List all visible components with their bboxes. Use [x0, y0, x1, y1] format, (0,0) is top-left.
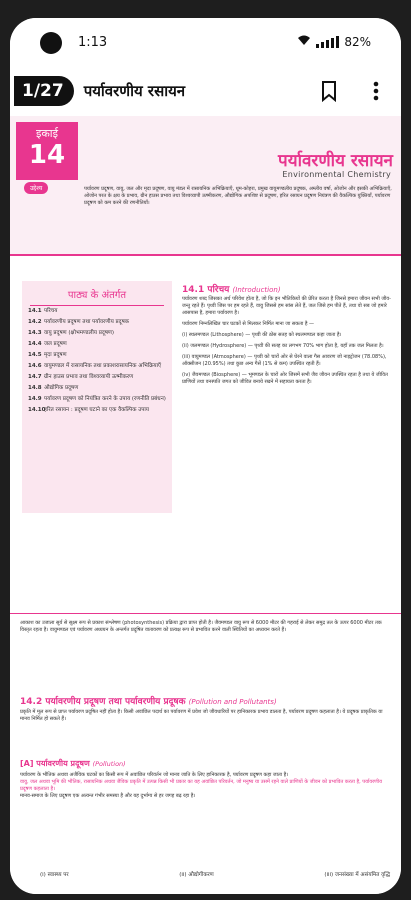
paragraph: (i) स्थलमण्डल (Lithosphere) — पृथ्वी की ठोस सतह को स्थलमण्डल कहा जाता है।: [182, 332, 342, 338]
subsection-body: [20, 772, 392, 800]
toc-item: 14.7 ग्रीन हाउस प्रभाव तथा विश्वव्यापी ऊष्मीकरण: [28, 374, 134, 380]
unit-badge: [16, 122, 78, 180]
device-side-button: [0, 250, 4, 330]
paragraph: (iii) वायुमण्डल (Atmosphere) — पृथ्वी को चारों ओर से घेरने वाला गैस आवरण जो नाइट्रोजन (78.08%), ऑक्सीजन (20.95%) तथा कुछ अन्य गैसें (1% से कम) उपस्थित रहती हैं।: [182, 354, 387, 367]
signal-icon: [316, 36, 339, 48]
paragraph: पर्यावरण शब्द जिसका अर्थ परिवेश होता है, जो कि इन भौतिकियों की प्रेरित करता है जिनसे हमारा जीवन सभी जीव-जन्तु रहते हैं। पृथ्वी जिस पर हम रहते हैं, वायु जिससे हम सांस लेते हैं, जल जिसे हम पीते हैं, तथा वो सब जो हमारे आसपास है, हमारा पर्यावरण है।: [182, 296, 391, 316]
column-divider: [10, 613, 401, 614]
toc-item: 14.4 जल प्रदूषण: [28, 341, 67, 347]
section-heading: 14.2 पर्यावरणीय प्रदूषण तथा पर्यावरणीय प्रदूषक (Pollution and Pollutants): [20, 697, 277, 707]
subsection-heading: [A] पर्यावरणीय प्रदूषण (Pollution): [20, 759, 126, 768]
paragraph: प्रकृति में मूल रूप से प्राप्त पर्यावरण प्रदूषित नहीं होता है। किसी अवांछित पदार्थ का पर्यावरण में प्रवेश जो जीवधारियों पर हानिकारक प्रभाव डालता है, पर्यावरण प्रदूषण कहलाता है। ये प्रदूषक प्राकृतिक या मानव निर्मित हो सकते हैं।: [20, 709, 383, 722]
document-page[interactable]: [10, 116, 401, 894]
status-bar: [10, 18, 401, 70]
camera-cutout: [40, 32, 62, 54]
page-indicator[interactable]: 1/27: [14, 76, 74, 106]
chapter-header: [10, 116, 401, 256]
list-item: (iii) जनसंख्या में असंयमित वृद्धि: [324, 872, 390, 878]
chapter-title: पर्यावरणीय रसायन: [278, 151, 393, 171]
device-side-button: [407, 250, 411, 330]
objectives-text: पर्यावरण प्रदूषण, वायु, जल और मृदा प्रदूषण, वायु मंडल में रासायनिक अभिक्रियाएँ, धूम-कोहरा, प्रमुख वायुमण्डलीय प्रदूषक, अम्लीय वर्षा, ओजोन और इसकी अभिक्रियाएँ, ओजोन परत के क्षय के प्रभाव, ग्रीन हाउस प्रभाव तथा विश्वव्यापी ऊष्मीकरण, औद्योगिक अपशिष्ट से प्रदूषण, हरित रसायन प्रदूषण नियंत्रण की वैकल्पिक युक्तियाँ, पर्यावरण प्रदूषण को कम करने की रणनीतियाँ।: [84, 186, 392, 206]
paragraph: पर्यावरण निम्नलिखित चार घटकों से मिलकर निर्मित माना जा सकता है —: [182, 321, 315, 327]
toc-item: 14.10 हरित रसायन : प्रदूषण घटाने का एक वैकल्पिक उपाय: [28, 407, 149, 413]
toc-item: 14.6 वायुमण्डल में रासायनिक तथा प्रकाशरासायनिक अभिक्रियाएँ: [28, 363, 162, 369]
unit-number: 14: [28, 140, 66, 170]
paragraph: पर्यावरण के भौतिक अथवा अजैविक घटकों का किसी रूप में अवांछित परिवर्तन जो मानव जाति के लिए हानिकारक है, पर्यावरण प्रदूषण कहा जाता है।: [20, 772, 289, 778]
section-heading: 14.1 परिचय (Introduction): [182, 285, 281, 295]
header-divider: [10, 254, 401, 256]
toc-item: 14.3 वायु प्रदूषण (क्षोभमण्डलीय प्रदूषण): [28, 330, 115, 336]
unit-label: इकाई: [35, 127, 59, 140]
toc-item: 14.2 पर्यावरणीय प्रदूषण तथा पर्यावरणीय प्रदूषक: [28, 319, 130, 325]
paragraph: (ii) जलमण्डल (Hydrosphere) — पृथ्वी की सतह का लगभग 70% भाग होता है, यहाँ तक जल मिलता है।: [182, 343, 384, 349]
status-time: 1:13: [78, 35, 108, 50]
battery-level: 82%: [344, 35, 371, 49]
bookmark-icon[interactable]: [321, 80, 337, 102]
toc-item: 14.1 परिचय: [28, 308, 58, 314]
list-item: (ii) औद्योगीकरण: [179, 872, 214, 878]
section-body: [182, 296, 394, 390]
paragraph: आकाश का उजाला सूर्य से सूक्ष्म रूप से प्रकाश संश्लेषण (photosynthesis) प्रक्रिया द्वारा प्राप्त होती है। जैवमण्डल वायु रूप से 6000 मीटर की गहराई से लेकर समुद्र तल के ऊपर 6000 मीटर तक विस्तृत रहता है। वायुमण्डल एवं पर्यावरण अध्ययन के अन्तर्गत प्रदूषित वातावरण को प्रत्यक्ष रूप से प्रभावित करने वाली स्थितियों का अध्ययन करते हैं।: [20, 620, 382, 633]
highlighted-definition: वायु, जल अथवा भूमि की भौतिक, रासायनिक अथवा जैविक प्रकृति में उत्पन्न किसी भी प्रकार का यह अवांछित परिवर्तन, जो मनुष्य या उसमें रहने वाले प्राणियों के जीवन को प्रभावित करता है, पर्यावरणीय प्रदूषण कहलाता है।: [20, 779, 382, 792]
contents-title: पाठ्य के अंतर्गत: [30, 281, 164, 306]
screen: [10, 18, 401, 894]
more-options-icon[interactable]: [373, 80, 379, 102]
chapter-subtitle: Environmental Chemistry: [282, 170, 391, 179]
toc-item: 14.5 मृदा प्रदूषण: [28, 352, 67, 358]
cause-list: [40, 870, 390, 878]
document-title: पर्यावरणीय रसायन: [83, 82, 186, 100]
paragraph: (iv) जैवमण्डल (Biosphere) — भूमण्डल के चारों ओर जिसमें सभी जैव जीवन उपस्थित रहता है तथा ये जीवित प्राणियों तथा वनस्पति जगत को जीवित बनाये रखने में सहायता करता है।: [182, 372, 388, 385]
wifi-icon: [297, 35, 311, 49]
toc-item: 14.8 औद्योगिक प्रदूषण: [28, 385, 79, 391]
toc-item: 14.9 पर्यावरण प्रदूषण को नियंत्रित करने के उपाय (रणनीति प्रबंधन): [28, 396, 166, 402]
objectives-label: उद्देश्य: [24, 182, 48, 194]
contents-box: [22, 281, 172, 513]
status-icons: [297, 35, 371, 49]
app-bar: [10, 72, 401, 110]
paragraph: मानव-समाज के लिए प्रदूषण एक अत्यन्त गंभीर समस्या है और यह दुर्भाग्य से हर जगह बढ़ रहा है।: [20, 793, 196, 799]
list-item: (i) स्वास्थ्य पर: [40, 872, 69, 878]
